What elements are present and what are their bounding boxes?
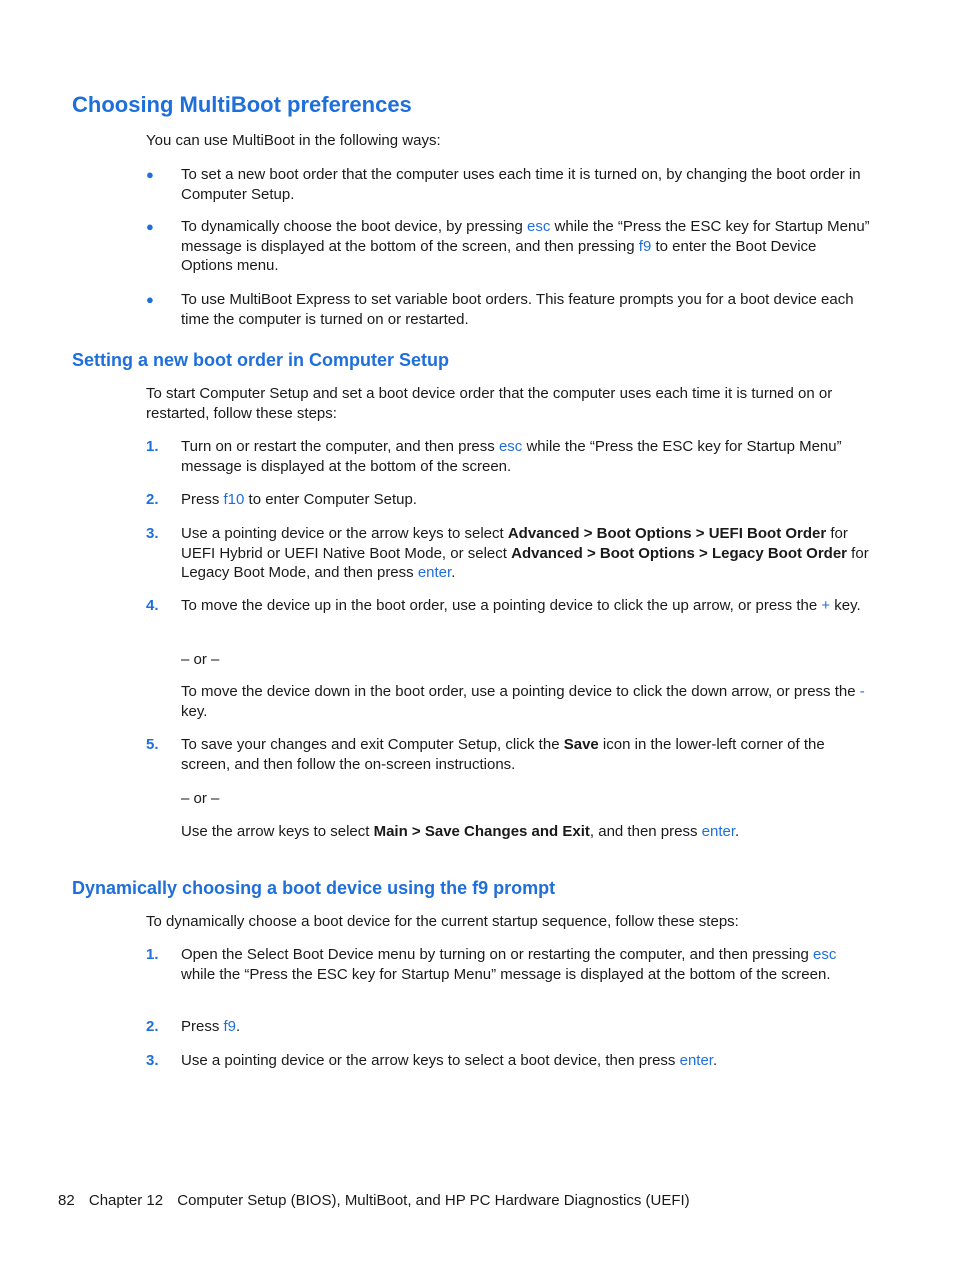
page-title: Choosing MultiBoot preferences (72, 92, 412, 117)
list-item (146, 217, 871, 276)
key-f9: f9 (638, 237, 652, 255)
step-number: 1. (146, 438, 159, 455)
step-item (146, 524, 871, 583)
step-text: Use a pointing device or the arrow keys to select Advanced > Boot Options > UEFI Boot Order for UEFI Hybrid or UEFI Native Boot Mode, or select Advanced > Boot Options > Legacy Boot Order for Legacy Boot Mode, and then press enter. (181, 525, 869, 581)
step-number: 4. (146, 597, 159, 614)
step-number: 2. (146, 1018, 159, 1035)
step-text: Open the Select Boot Device menu by turning on or restarting the computer, and then pressing esc while the “Press the ESC key for Startup Menu” message is displayed at the bottom of the screen. (181, 946, 837, 983)
list-item-text: To dynamically choose the boot device, by pressing esc while the “Press the ESC key for Startup Menu” message is displayed at the bottom of the screen, and then pressing f9 to enter the Boot Device Options menu. (181, 218, 870, 274)
step-number: 2. (146, 491, 159, 508)
step-item (146, 1051, 871, 1071)
bullet-icon: ● (146, 167, 154, 182)
section-intro: To start Computer Setup and set a boot device order that the computer uses each time it is turned on or restarted, follow these steps: (146, 385, 833, 422)
step-item (146, 1017, 871, 1037)
step-item (146, 735, 871, 774)
section-heading: Dynamically choosing a boot device using the f9 prompt (72, 878, 556, 898)
section-intro: To dynamically choose a boot device for the current startup sequence, follow these steps: (146, 913, 739, 930)
chapter-label: Chapter 12 (88, 1192, 164, 1209)
step-item (146, 596, 871, 616)
section-heading: Setting a new boot order in Computer Setup (72, 350, 450, 370)
bullet-icon: ● (146, 292, 154, 307)
list-item (146, 165, 871, 204)
step-text: Press f9. (181, 1018, 241, 1035)
intro-paragraph: You can use MultiBoot in the following ways: (146, 132, 441, 149)
or-separator: – or – (181, 790, 220, 807)
key-plus: + (821, 597, 831, 614)
page-number: 82 (58, 1192, 75, 1209)
step-continuation: Use the arrow keys to select Main > Save Changes and Exit, and then press enter. (181, 823, 740, 840)
key-esc: esc (498, 438, 523, 455)
key-enter: enter (417, 564, 452, 581)
key-esc: esc (813, 946, 837, 963)
key-esc: esc (527, 218, 551, 235)
chapter-title: Computer Setup (BIOS), MultiBoot, and HP PC Hardware Diagnostics (UEFI) (177, 1192, 690, 1209)
step-item (146, 490, 871, 510)
list-item (146, 290, 871, 329)
step-text: To save your changes and exit Computer Setup, click the Save icon in the lower-left corner of the screen, and then follow the on-screen instructions. (181, 736, 825, 773)
key-minus: - (859, 683, 865, 700)
key-enter: enter (679, 1052, 713, 1069)
step-text: To move the device up in the boot order, use a pointing device to click the up arrow, or press the + key. (181, 597, 861, 614)
step-number: 3. (146, 525, 159, 542)
step-text: Press f10 to enter Computer Setup. (181, 491, 417, 508)
or-separator: – or – (181, 651, 220, 668)
bullet-icon: ● (146, 219, 154, 234)
list-item-text: To use MultiBoot Express to set variable boot orders. This feature prompts you for a boot device each time the computer is turned on or restarted. (181, 291, 854, 328)
step-item (146, 945, 871, 984)
key-f10: f10 (223, 491, 245, 508)
step-number: 5. (146, 736, 159, 753)
step-number: 1. (146, 946, 159, 963)
step-item (146, 437, 871, 476)
list-item-text: To set a new boot order that the computer uses each time it is turned on, by changing the boot order in Computer Setup. (181, 166, 861, 203)
step-number: 3. (146, 1052, 159, 1069)
step-text: Use a pointing device or the arrow keys to select a boot device, then press enter. (181, 1052, 718, 1069)
page-footer (58, 1191, 700, 1211)
step-continuation: To move the device down in the boot order, use a pointing device to click the down arrow, or press the - key. (181, 683, 865, 720)
step-text: Turn on or restart the computer, and then press esc while the “Press the ESC key for Startup Menu” message is displayed at the bottom of the screen. (181, 438, 842, 475)
key-enter: enter (701, 823, 736, 840)
key-f9: f9 (223, 1018, 237, 1035)
